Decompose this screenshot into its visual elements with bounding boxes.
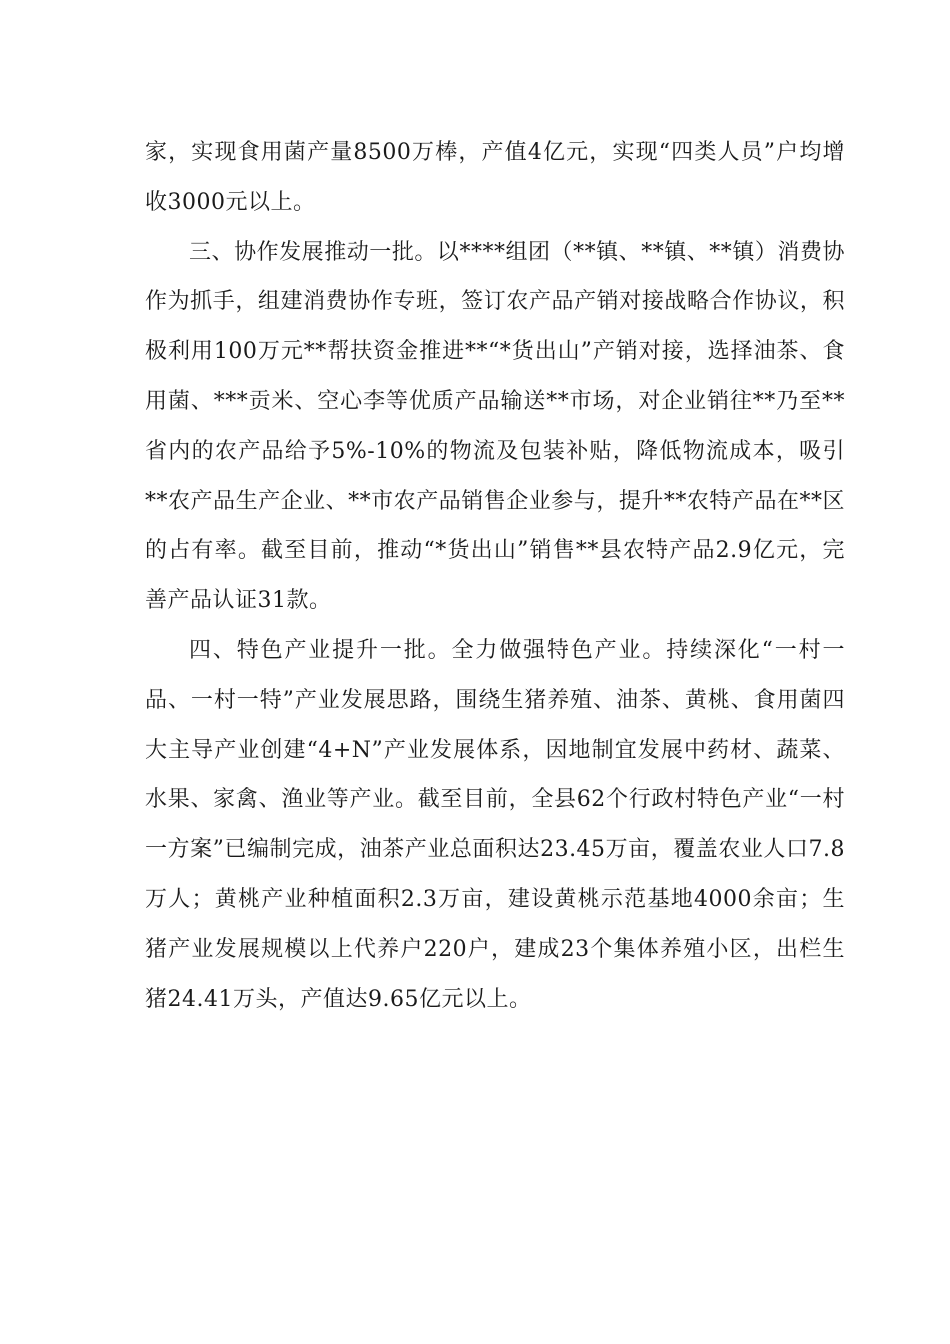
paragraph-section-four: 四、特色产业提升一批。全力做强特色产业。持续深化“一村一品、一村一特”产业发展思路，围绕生猪养殖、油茶、黄桃、食用菌四大主导产业创建“4+N”产业发展体系，因地制宜发展中药材、蔬菜、水果、家禽、渔业等产业。截至目前，全县62个行政村特色产业“一村一方案”已编制完成，油茶产业总面积达23.45万亩，覆盖农业人口7.8万人；黄桃产业种植面积2.3万亩，建设黄桃示范基地4000余亩；生猪产业发展规模以上代养户220户，建成23个集体养殖小区，出栏生猪24.41万头，产值达9.65亿元以上。 (145, 637, 845, 1012)
document-body (145, 128, 845, 1024)
paragraph-continuation: 家，实现食用菌产量8500万棒，产值4亿元，实现“四类人员”户均增收3000元以上。 (145, 140, 845, 215)
paragraph-section-three: 三、协作发展推动一批。以****组团（**镇、**镇、**镇）消费协作为抓手，组建消费协作专班，签订农产品产销对接战略合作协议，积极利用100万元**帮扶资金推进**“*货出山”产销对接，选择油茶、食用菌、***贡米、空心李等优质产品输送**市场，对企业销往**乃至**省内的农产品给予5%-10%的物流及包装补贴，降低物流成本，吸引**农产品生产企业、**市农产品销售企业参与，提升**农特产品在**区的占有率。截至目前，推动“*货出山”销售**县农特产品2.9亿元，完善产品认证31款。 (145, 239, 845, 614)
